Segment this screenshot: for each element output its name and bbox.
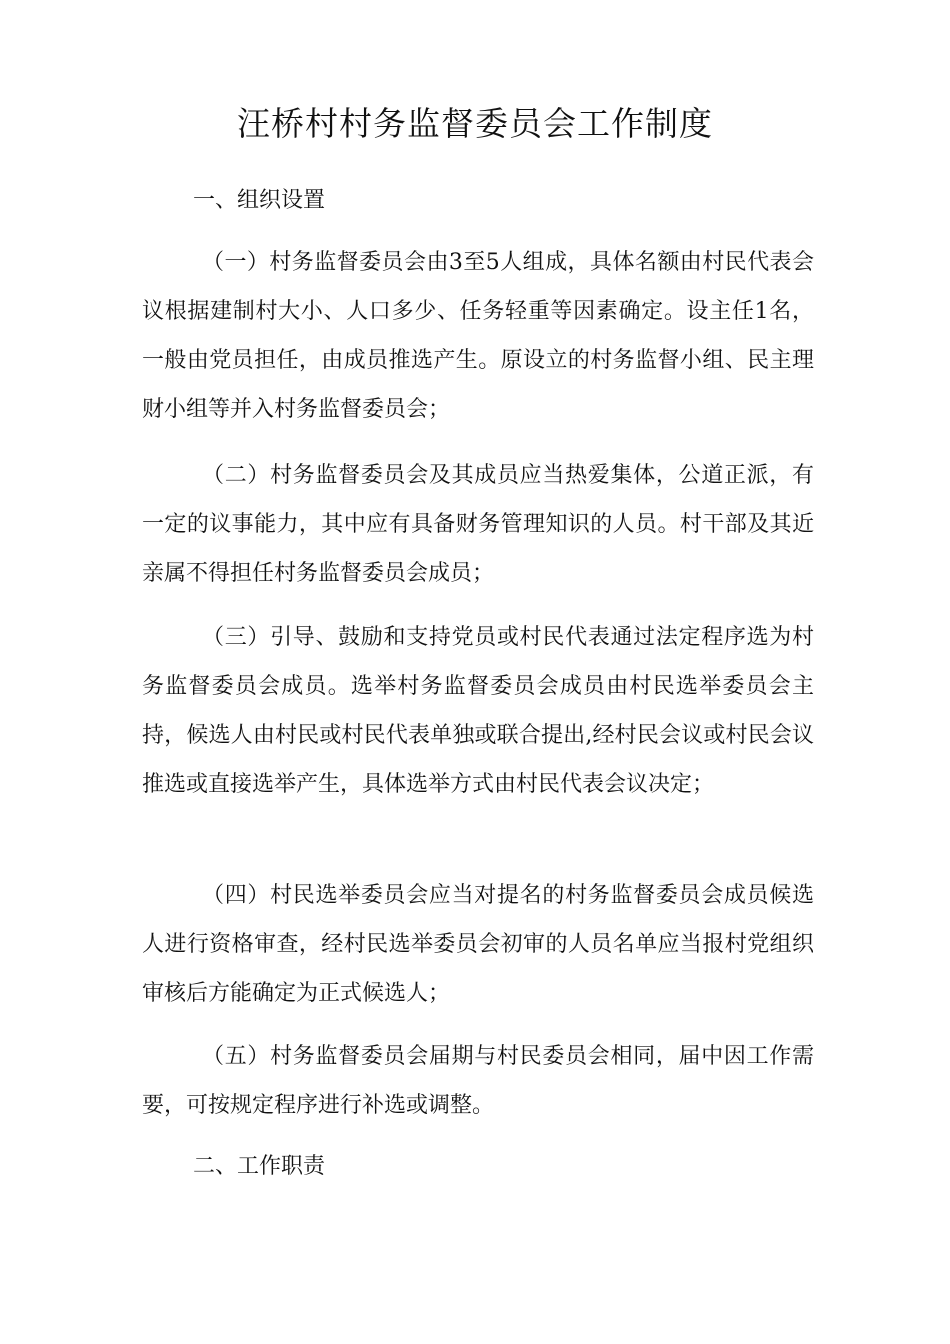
section-heading-organization: 一、组织设置: [193, 188, 326, 213]
paragraph-2: （二）村务监督委员会及其成员应当热爱集体，公道正派，有一定的议事能力，其中应有具备财务管理知识的人员。村干部及其近亲属不得担任村务监督委员会成员；: [142, 463, 814, 586]
document-title: 汪桥村村务监督委员会工作制度: [237, 104, 713, 143]
paragraph-4: （四）村民选举委员会应当对提名的村务监督委员会成员候选人进行资格审查，经村民选举委员会初审的人员名单应当报村党组织审核后方能确定为正式候选人；: [142, 883, 814, 1006]
section-heading-duties: 二、工作职责: [193, 1154, 326, 1179]
paragraph-3: （三）引导、鼓励和支持党员或村民代表通过法定程序选为村务监督委员会成员。选举村务监督委员会成员由村民选举委员会主持，候选人由村民或村民代表单独或联合提出,经村民会议或村民会议推选或直接选举产生，具体选举方式由村民代表会议决定；: [142, 625, 814, 797]
paragraph-1: （一）村务监督委员会由3至5人组成，具体名额由村民代表会议根据建制村大小、人口多少、任务轻重等因素确定。设主任1名，一般由党员担任，由成员推选产生。原设立的村务监督小组、民主理财小组等并入村务监督委员会；: [142, 250, 814, 422]
paragraph-5: （五）村务监督委员会届期与村民委员会相同，届中因工作需要，可按规定程序进行补选或调整。: [142, 1044, 814, 1118]
